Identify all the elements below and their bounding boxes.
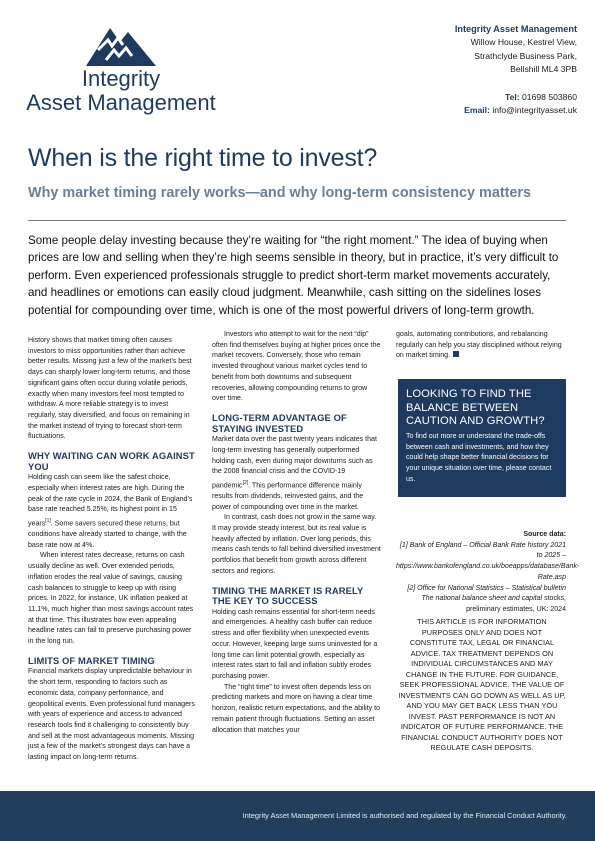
email-label: Email: <box>464 105 490 116</box>
logo-wordmark-line1: Integrity <box>81 66 161 91</box>
heading-why-waiting: WHY WAITING CAN WORK AGAINST YOU <box>28 450 195 472</box>
source-2: [2] Office for National Statistics – Statistical bulletin The national balance sheet and capital stocks, preliminary estimates, UK: 2024 <box>407 584 566 613</box>
col1-paragraph-2: Holding cash can seem like the safest choice, especially when interest rates are high. During the peak of the rate cycle in 2024, the Bank of England’s base rate reached 5.25%, its highest point in 15 years[1]. Some savers secured these returns, but conditions have already started to change, with the base rate now at 4%. <box>28 474 193 549</box>
footnote-ref-1: [1] <box>45 518 51 525</box>
cta-body: To find out more or understand the trade-offs between cash and investments, and how they could help shape better financial decisions for your unique situation over time, please contact us. <box>406 433 552 483</box>
tel-number[interactable]: 01698 503860 <box>522 91 577 102</box>
footer-bar <box>0 791 595 841</box>
cta-heading: LOOKING TO FIND THE BALANCE BETWEEN CAUTION AND GROWTH? <box>406 388 545 428</box>
cta-box <box>398 379 566 497</box>
address-line-1: Willow House, Kestrel View, <box>470 37 577 48</box>
col3-paragraph-1: goals, automating contributions, and rebalancing regularly can help you stay disciplined without relying on market timing. <box>396 331 562 360</box>
col2-paragraph-3: In contrast, cash does not grow in the same way. It may provide steady interest, but its real value is heavily affected by inflation. Over long periods, this means cash tends to fall behind diversified investment portfolios that benefit from growth across different sectors and regions. <box>212 514 381 575</box>
col1-paragraph-3: When interest rates decrease, returns on cash usually decline as well. Over extended periods, inflation erodes the real value of savings, causing cash balances to struggle to keep up with rising prices. In 2022, for instance, UK inflation peaked at 11.1%, much higher than most savings account rates at that time. This illustrates how even appealing headline rates can fail to preserve purchasing power in the long run. <box>28 552 194 646</box>
col2-paragraph-5: The “right time” to invest often depends less on predicting markets and more on having a clear time horizon, realistic return expectations, and the ability to remain patient through fluctuations. Setting an asset allocation that matches your <box>212 683 381 734</box>
heading-timing-market: TIMING THE MARKET IS RARELY THE KEY TO SUCCESS <box>212 584 364 607</box>
source-data <box>396 530 580 616</box>
footnote-ref-2: [2] <box>242 479 249 486</box>
footer-regulatory-text: Integrity Asset Management Limited is authorised and regulated by the Financial Conduct Authority. <box>242 811 567 820</box>
address-line-2: Strathclyde Business Park, <box>474 50 577 61</box>
col2-paragraph-1: Investors who attempt to wait for the next “dip” often find themselves buying at higher prices once the market recovers. Conversely, those who remain invested throughout various market cycles tend to benefit from both downturns and subsequent recoveries, allowing compounding returns to grow over time. <box>212 331 381 403</box>
col2-paragraph-2: Market data over the past twenty years indicates that long-term investing has generally outperformed holding cash, even during major downturns such as the 2008 financial crisis and the COVID-19 pandemic[2]. This performance difference mainly results from dividends, reinvested gains, and the power of compounding over time in the market. <box>212 436 377 511</box>
article-subtitle: Why market timing rarely works—and why long-term consistency matters <box>28 185 532 201</box>
title-divider <box>28 220 566 221</box>
source-1: [1] Bank of England – Official Bank Rate history 2021 to 2025 – https://www.bankofengland.co.uk/boeapps/database/Bank-Rate.asp <box>396 541 580 581</box>
column-3 <box>396 330 566 362</box>
telephone <box>455 91 577 104</box>
column-2 <box>212 330 382 736</box>
heading-limits-market-timing: LIMITS OF MARKET TIMING <box>28 654 155 666</box>
intro-paragraph: Some people delay investing because they’re waiting for “the right moment.” The idea of buying when prices are low and selling when they’re high seems sensible in theory, but in practice, it’s very difficult to perform. Even experienced professionals struggle to predict short-term market movements accurately, and headlines or emotions can easily cloud judgment. Meanwhile, cash sitting on the sidelines loses potential for compounding over time, which is one of the most powerful drivers of long-term growth. <box>28 234 559 317</box>
col1-paragraph-4: Financial markets display unpredictable behaviour in the short term, responding to factors such as economic data, company performance, and geopolitical events. Even professional fund managers with years of experience and access to advanced research tools find it challenging to consistently buy and sell at the most advantageous moments. Missing just a few of the market’s strongest days can have a lasting impact on long-term returns. <box>28 668 195 762</box>
heading-long-term-advantage: LONG-TERM ADVANTAGE OF STAYING INVESTED <box>212 411 347 434</box>
article-title: When is the right time to invest? <box>28 144 378 172</box>
address-line-3: Bellshill ML4 3PB <box>510 64 577 75</box>
tel-label: Tel: <box>505 91 520 102</box>
col2-paragraph-4: Holding cash remains essential for short-term needs and emergencies. A healthy cash buffer can reduce stress and offer flexibility when unexpected events occur. However, keeping large sums uninvested for a long time can limit potential growth, especially as interest rates start to fall and inflation subtly erodes purchasing power. <box>212 608 378 680</box>
email <box>455 104 577 117</box>
contact-block <box>455 23 577 117</box>
logo-wordmark-line2: Asset Management <box>26 90 216 115</box>
mountain-logo-icon <box>86 20 156 66</box>
disclaimer: THIS ARTICLE IS FOR INFORMATION PURPOSES ONLY AND DOES NOT CONSTITUTE TAX, LEGAL OR FINANCIAL ADVICE. TAX TREATMENT DEPENDS ON INDIVIDUAL CIRCUMSTANCES AND MAY CHANGE IN THE FUTURE. FOR GUIDANCE, SEEK PROFESSIONAL ADVICE. THE VALUE OF INVESTMENTS CAN GO DOWN AS WELL AS UP, AND YOU MAY GET BACK LESS THAN YOU INVEST. PAST PERFORMANCE IS NOT AN INDICATOR OF FUTURE PERFORMANCE. THE FINANCIAL CONDUCT AUTHORITY DOES NOT REGULATE CASH DEPOSITS. <box>398 617 566 752</box>
company-logo <box>26 20 216 115</box>
col1-paragraph-1: History shows that market timing often causes investors to miss opportunities rather than achieve better results. Missing just a few of the market’s best days can sharply lower long-term returns, and those significant gains often occur during volatile periods, exactly when many investors feel most tempted to withdraw. A more reliable strategy is to invest regularly, stay diversified, and focus on remaining in the market instead of trying to forecast short-term fluctuations. <box>28 337 192 441</box>
column-1 <box>28 336 198 764</box>
end-mark-icon <box>453 351 459 357</box>
email-address[interactable]: info@integrityasset.uk <box>492 105 577 116</box>
source-data-title: Source data: <box>523 531 566 538</box>
firm-name: Integrity Asset Management <box>454 24 577 34</box>
